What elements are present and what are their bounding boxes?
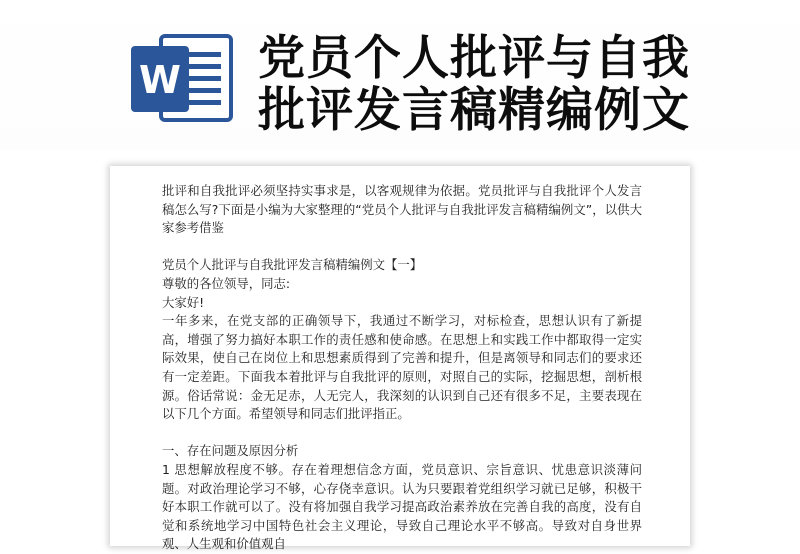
- body-paragraph: 一年多来，在党支部的正确领导下，我通过不断学习，对标检查，思想认识有了新提高，增强了努力搞好本职工作的责任感和使命感。在思想上和实践工作中都取得一定实际效果，使自己在岗位上和思想素质得到了完善和提升，但是离领导和同志们的要求还有一定差距。下面我本着批评与自我批评的原则，对照自己的实际，挖掘思想，剖析根源。俗话常说：金无足赤，人无完人，我深刻的认识到自己还有很多不足，主要表现在以下几个方面。希望领导和同志们批评指正。: [162, 313, 642, 422]
- intro-paragraph: 批评和自我批评必须坚持实事求是，以客观规律为依据。党员批评与自我批评个人发言稿怎么写?下面是小编为大家整理的“党员个人批评与自我批评发言稿精编例文”，以供大家参考借鉴: [162, 183, 642, 236]
- header-banner: [0, 0, 800, 150]
- title-line-2: 批评发言稿精编例文: [258, 83, 690, 138]
- body-paragraph: 1 思想解放程度不够。存在着理想信念方面，党员意识、宗旨意识、忧患意识淡薄问题。对政治理论学习不够，心存侥幸意识。认为只要跟着党组织学习就已足够，积极干好本职工作就可以了。没有将加强自我学习提高政治素养放在完善自我的高度，没有自觉和系统地学习中国特色社会主义理论，导致自己理论水平不够高。导致对自身世界观、人生观和价值观自: [162, 461, 642, 552]
- svg-text:W: W: [139, 58, 181, 102]
- title-line-1: 党员个人批评与自我: [258, 31, 690, 86]
- word-document-icon: [127, 30, 235, 126]
- section-title: 党员个人批评与自我批评发言稿精编例文【一】: [162, 257, 423, 273]
- page-title: [258, 33, 690, 137]
- document-body: [162, 182, 642, 554]
- section-heading: 一、存在问题及原因分析: [162, 443, 299, 459]
- greeting: 大家好!: [162, 294, 205, 310]
- blank-line: [162, 424, 642, 443]
- blank-line: [162, 238, 642, 257]
- salutation: 尊敬的各位领导，同志:: [162, 275, 291, 291]
